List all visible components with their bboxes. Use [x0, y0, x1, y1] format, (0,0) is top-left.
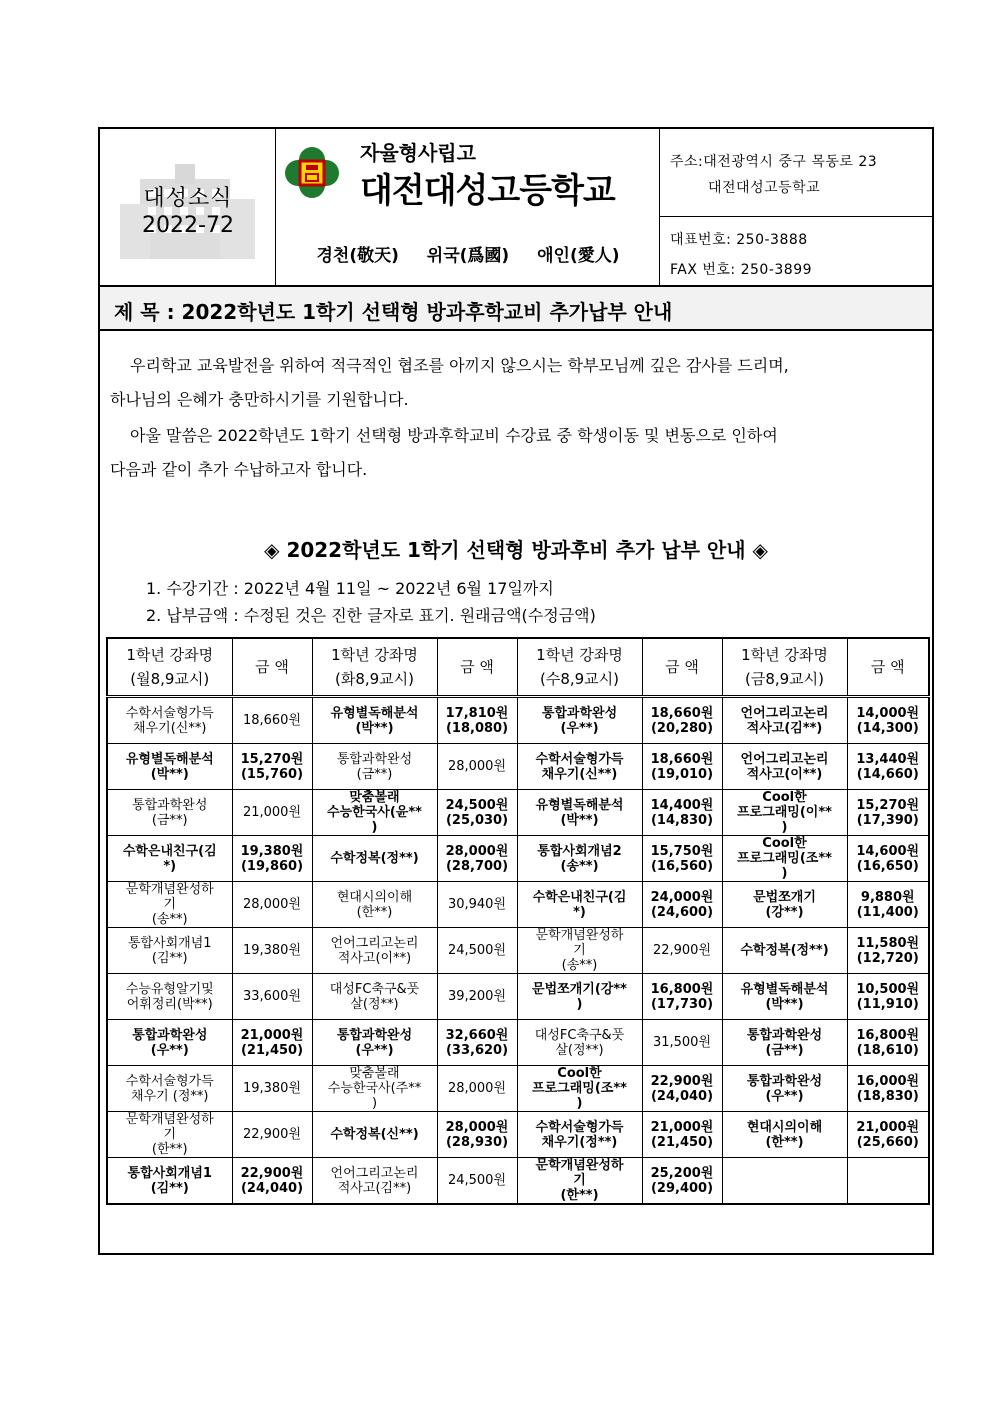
course-amount-cell: 24,500원 (25,030): [437, 790, 517, 836]
table-row: [107, 928, 929, 974]
course-amount-cell: 22,900원: [642, 928, 722, 974]
notice-item-period: 1. 수강기간 : 2022년 4월 11일 ~ 2022년 6월 17일까지: [146, 579, 554, 598]
course-name-cell: 수학정복(신**): [312, 1112, 437, 1158]
course-name-cell: 문학개념완성하 기 (한**): [517, 1158, 642, 1205]
course-amount-cell: [847, 1158, 929, 1205]
school-motto: 경천(敬天) 위국(爲國) 애인(愛人): [316, 246, 620, 266]
course-amount-cell: 28,000원: [437, 744, 517, 790]
course-name-cell: 유형별독해분석 (박**): [312, 697, 437, 744]
course-amount-cell: 32,660원 (33,620): [437, 1020, 517, 1066]
table-row: [107, 836, 929, 882]
course-amount-cell: 16,000원 (18,830): [847, 1066, 929, 1112]
course-amount-cell: 16,800원 (18,610): [847, 1020, 929, 1066]
header-amount-tue: 금 액: [437, 638, 517, 697]
course-name-cell: 언어그리고논리 적사고(김**): [722, 697, 847, 744]
header-course-tue: 1학년 강좌명 (화8,9교시): [312, 638, 437, 697]
course-amount-cell: 15,270원 (17,390): [847, 790, 929, 836]
course-amount-cell: 14,400원 (14,830): [642, 790, 722, 836]
table-row: [107, 1158, 929, 1205]
course-name-cell: 수학서술형가득 채우기 (정**): [107, 1066, 232, 1112]
address-box: [660, 129, 932, 217]
letterhead: [100, 129, 932, 287]
header-course-mon: 1학년 강좌명 (월8,9교시): [107, 638, 232, 697]
course-amount-cell: 19,380원: [232, 1066, 312, 1112]
course-name-cell: 수학정복(정**): [722, 928, 847, 974]
course-name-cell: 수학서술형가득 채우기(신**): [107, 697, 232, 744]
course-amount-cell: 19,380원: [232, 928, 312, 974]
course-amount-cell: 28,000원: [437, 1066, 517, 1112]
course-amount-cell: 21,000원: [232, 790, 312, 836]
course-name-cell: Cool한 프로그래밍(조** ): [722, 836, 847, 882]
newsletter-title: 대성소식: [143, 186, 233, 211]
course-amount-cell: 28,000원 (28,700): [437, 836, 517, 882]
course-name-cell: 통합과학완성 (우**): [517, 697, 642, 744]
table-row: [107, 1112, 929, 1158]
course-amount-cell: 28,000원 (28,930): [437, 1112, 517, 1158]
course-name-cell: 통합과학완성 (금**): [722, 1020, 847, 1066]
course-name-cell: 대성FC축구&풋 살(정**): [517, 1020, 642, 1066]
course-name-cell: 문학개념완성하 기 (송**): [517, 928, 642, 974]
fax-number: FAX 번호: 250-3899: [670, 262, 813, 278]
course-amount-cell: 15,750원 (16,560): [642, 836, 722, 882]
table-row: [107, 790, 929, 836]
school-emblem-icon: [282, 143, 342, 203]
course-name-cell: Cool한 프로그래밍(조** ): [517, 1066, 642, 1112]
school-identity: [276, 129, 660, 285]
course-amount-cell: 24,500원: [437, 1158, 517, 1205]
address-line-2: 대전대성고등학교: [708, 180, 821, 196]
newsletter-number: 2022-72: [142, 213, 234, 238]
course-name-cell: 통합과학완성 (우**): [722, 1066, 847, 1112]
course-amount-cell: 28,000원: [232, 882, 312, 928]
course-name-cell: 현대시의이해 (한**): [722, 1112, 847, 1158]
course-amount-cell: 24,500원: [437, 928, 517, 974]
course-name-cell: 대성FC축구&풋 살(정**): [312, 974, 437, 1020]
body-line-1: 우리학교 교육발전을 위하여 적극적인 협조를 아끼지 않으시는 학부모님께 깊은 감사를 드리며,: [130, 356, 789, 375]
course-name-cell: [722, 1158, 847, 1205]
course-amount-cell: 11,580원 (12,720): [847, 928, 929, 974]
course-name-cell: 언어그리고논리 적사고(김**): [312, 1158, 437, 1205]
table-row: [107, 1066, 929, 1112]
course-name-cell: 문학개념완성하 기 (한**): [107, 1112, 232, 1158]
course-amount-cell: 14,000원 (14,300): [847, 697, 929, 744]
course-amount-cell: 18,660원 (20,280): [642, 697, 722, 744]
subject-bar: [100, 287, 932, 331]
course-name-cell: 통합과학완성 (금**): [312, 744, 437, 790]
course-amount-cell: 25,200원 (29,400): [642, 1158, 722, 1205]
course-name-cell: 현대시의이해 (한**): [312, 882, 437, 928]
course-name-cell: 언어그리고논리 적사고(이**): [312, 928, 437, 974]
course-name-cell: 통합사회개념1 (김**): [107, 1158, 232, 1205]
course-amount-cell: 33,600원: [232, 974, 312, 1020]
course-amount-cell: 15,270원 (15,760): [232, 744, 312, 790]
course-name-cell: Cool한 프로그래밍(이** ): [722, 790, 847, 836]
course-amount-cell: 39,200원: [437, 974, 517, 1020]
address-line-1: 주소:대전광역시 중구 목동로 23: [670, 154, 878, 170]
course-name-cell: 수학은내친구(김 *): [107, 836, 232, 882]
course-name-cell: 유형별독해분석 (박**): [107, 744, 232, 790]
subject-text: 제 목 : 2022학년도 1학기 선택형 방과후학교비 추가납부 안내: [114, 300, 673, 324]
course-name-cell: 맞춤볼래 수능한국사(주** ): [312, 1066, 437, 1112]
header-amount-mon: 금 액: [232, 638, 312, 697]
table-row: [107, 1020, 929, 1066]
course-name-cell: 수학서술형가득 채우기(정**): [517, 1112, 642, 1158]
course-name-cell: 통합과학완성 (금**): [107, 790, 232, 836]
course-name-cell: 수학서술형가득 채우기(신**): [517, 744, 642, 790]
body-line-4: 다음과 같이 추가 수납하고자 합니다.: [110, 460, 368, 479]
course-amount-cell: 14,600원 (16,650): [847, 836, 929, 882]
course-name-cell: 문학개념완성하 기 (송**): [107, 882, 232, 928]
course-name-cell: 통합과학완성 (우**): [107, 1020, 232, 1066]
course-amount-cell: 18,660원 (19,010): [642, 744, 722, 790]
newsletter-frame: [98, 127, 934, 1255]
table-row: [107, 974, 929, 1020]
course-amount-cell: 30,940원: [437, 882, 517, 928]
course-amount-cell: 13,440원 (14,660): [847, 744, 929, 790]
school-type: 자율형사립고: [360, 141, 476, 165]
header-course-fri: 1학년 강좌명 (금8,9교시): [722, 638, 847, 697]
table-row: [107, 882, 929, 928]
header-amount-fri: 금 액: [847, 638, 929, 697]
notice-item-amount: 2. 납부금액 : 수정된 것은 진한 글자로 표기. 원래금액(수정금액): [146, 606, 596, 625]
course-amount-cell: 18,660원: [232, 697, 312, 744]
course-name-cell: 유형별독해분석 (박**): [517, 790, 642, 836]
header-course-wed: 1학년 강좌명 (수8,9교시): [517, 638, 642, 697]
course-name-cell: 문법쪼개기(강** ): [517, 974, 642, 1020]
course-amount-cell: 22,900원: [232, 1112, 312, 1158]
body-line-2: 하나님의 은혜가 충만하시기를 기원합니다.: [110, 390, 409, 409]
course-amount-cell: 22,900원 (24,040): [232, 1158, 312, 1205]
course-name-cell: 통합사회개념1 (김**): [107, 928, 232, 974]
school-name: 대전대성고등학교: [360, 171, 615, 211]
newsletter-badge: [100, 129, 276, 285]
course-amount-cell: 31,500원: [642, 1020, 722, 1066]
fee-table-body: [107, 697, 929, 1205]
course-amount-cell: 10,500원 (11,910): [847, 974, 929, 1020]
phone-number: 대표번호: 250-3888: [670, 232, 808, 248]
fee-table: [106, 637, 930, 1205]
contact-info: [660, 129, 932, 285]
course-name-cell: 맞춤볼래 수능한국사(윤** ): [312, 790, 437, 836]
table-row: [107, 744, 929, 790]
course-name-cell: 언어그리고논리 적사고(이**): [722, 744, 847, 790]
course-amount-cell: 16,800원 (17,730): [642, 974, 722, 1020]
course-amount-cell: 24,000원 (24,600): [642, 882, 722, 928]
course-name-cell: 통합사회개념2 (송**): [517, 836, 642, 882]
course-amount-cell: 22,900원 (24,040): [642, 1066, 722, 1112]
course-name-cell: 수학정복(정**): [312, 836, 437, 882]
notice-title: ◈ 2022학년도 1학기 선택형 방과후비 추가 납부 안내 ◈: [264, 538, 768, 562]
course-name-cell: 수학은내친구(김 *): [517, 882, 642, 928]
course-amount-cell: 19,380원 (19,860): [232, 836, 312, 882]
course-name-cell: 수능유형알기및 어휘정리(박**): [107, 974, 232, 1020]
course-amount-cell: 21,000원 (21,450): [642, 1112, 722, 1158]
course-name-cell: 유형별독해분석 (박**): [722, 974, 847, 1020]
course-name-cell: 통합과학완성 (우**): [312, 1020, 437, 1066]
course-amount-cell: 9,880원 (11,400): [847, 882, 929, 928]
header-amount-wed: 금 액: [642, 638, 722, 697]
body-line-3: 아울 말씀은 2022학년도 1학기 선택형 방과후학교비 수강료 중 학생이동 및 변동으로 인하여: [130, 426, 778, 445]
table-row: [107, 697, 929, 744]
course-name-cell: 문법쪼개기 (강**): [722, 882, 847, 928]
course-amount-cell: 21,000원 (25,660): [847, 1112, 929, 1158]
course-amount-cell: 17,810원 (18,080): [437, 697, 517, 744]
course-amount-cell: 21,000원 (21,450): [232, 1020, 312, 1066]
table-header-row: [107, 638, 929, 697]
